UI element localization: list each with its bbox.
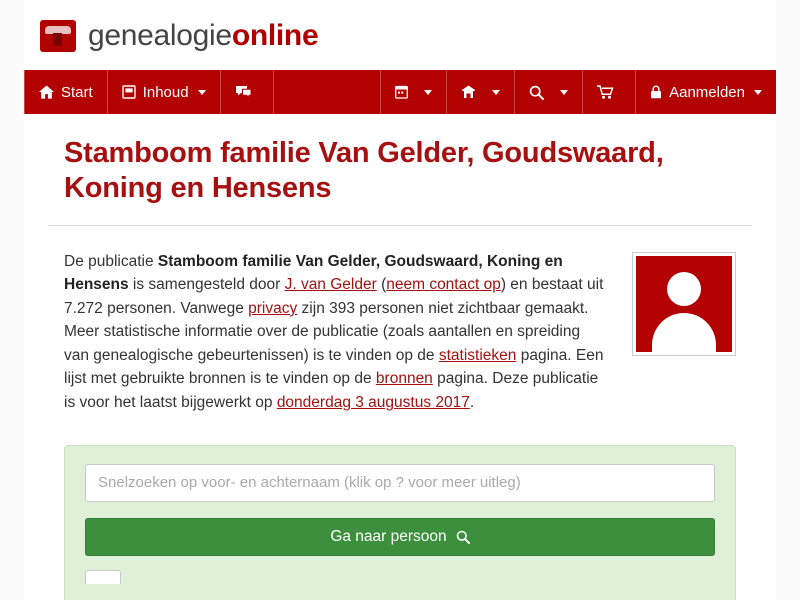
nav-left-group [24,70,274,114]
intro-text-3: ( [376,276,387,294]
nav-item-start-label: Start [61,83,93,101]
chevron-down-icon [198,90,206,95]
nav-item-tree[interactable] [447,70,515,114]
page-title: Stamboom familie Van Gelder, Goudswaard, Koning en Hensens [64,137,664,205]
publication-description [64,250,608,415]
nav-item-start[interactable] [24,70,108,114]
quick-search-panel [64,445,736,600]
search-icon [529,85,544,100]
nav-item-calendar[interactable] [380,70,447,114]
site-header [24,0,776,70]
nav-item-cart[interactable] [583,70,636,114]
go-to-person-button-label: Ga naar persoon [330,527,447,545]
intro-text-5: zijn 393 personen niet zichtbaar gemaakt. Meer statistische informatie over de publicatie (zoals aantallen en spreiding van genealogische gebeurtenissen) is te vinden op de [64,299,589,364]
lock-icon [650,85,662,99]
updated-date-link[interactable]: donderdag 3 augustus 2017 [276,394,470,412]
go-to-person-button[interactable] [85,518,715,556]
nav-item-inhoud-label: Inhoud [142,83,189,101]
home-icon [39,85,54,99]
contact-link[interactable]: neem contact op [386,276,501,294]
nav-item-inhoud[interactable] [108,70,221,114]
search-icon [456,530,470,544]
publication-name: Stamboom familie Van Gelder, Goudswaard, Koning en Hensens [64,252,563,294]
sources-link[interactable]: bronnen [375,370,433,388]
intro-text-8: . [469,394,475,412]
statistics-link[interactable]: statistieken [438,346,517,364]
intro-section [24,226,776,415]
intro-text-4: ) en bestaat uit 7.272 personen. Vanwege [64,276,604,317]
avatar-body [652,313,716,352]
search-input[interactable] [85,464,715,502]
avatar [632,252,736,356]
cart-icon [597,85,614,99]
privacy-link[interactable]: privacy [248,299,298,317]
calendar-icon [395,85,408,99]
intro-text-2: is samengesteld door [128,276,285,294]
nav-item-search[interactable] [515,70,583,114]
chevron-down-icon [754,90,762,95]
intro-text-7: pagina. Deze publicatie is voor het laatst bijgewerkt op [64,370,599,412]
nav-item-aanmelden[interactable] [636,70,776,114]
nav-item-comments[interactable] [221,70,274,114]
chevron-down-icon [560,90,568,95]
nav-right-group [380,70,776,114]
intro-text-1: De publicatie [64,252,158,270]
chevron-down-icon [424,90,432,95]
site-logo-text[interactable] [88,19,318,53]
intro-text-6: pagina. Een lijst met gebruikte bronnen is te vinden op de [64,346,604,388]
tree-icon [461,85,476,99]
avatar-head [667,272,701,306]
brand-name-first: genealogie [88,19,232,52]
comments-icon [235,85,252,99]
secondary-action-button[interactable] [85,570,121,584]
main-navigation [24,70,776,114]
chevron-down-icon [492,90,500,95]
person-avatar-icon [636,256,732,352]
content-container [24,0,776,600]
archive-box-icon [40,20,76,52]
nav-item-aanmelden-label: Aanmelden [669,83,745,101]
page-title-block [24,114,776,207]
book-icon [122,85,136,99]
brand-name-second: online [231,19,319,52]
author-link[interactable]: J. van Gelder [284,276,377,294]
